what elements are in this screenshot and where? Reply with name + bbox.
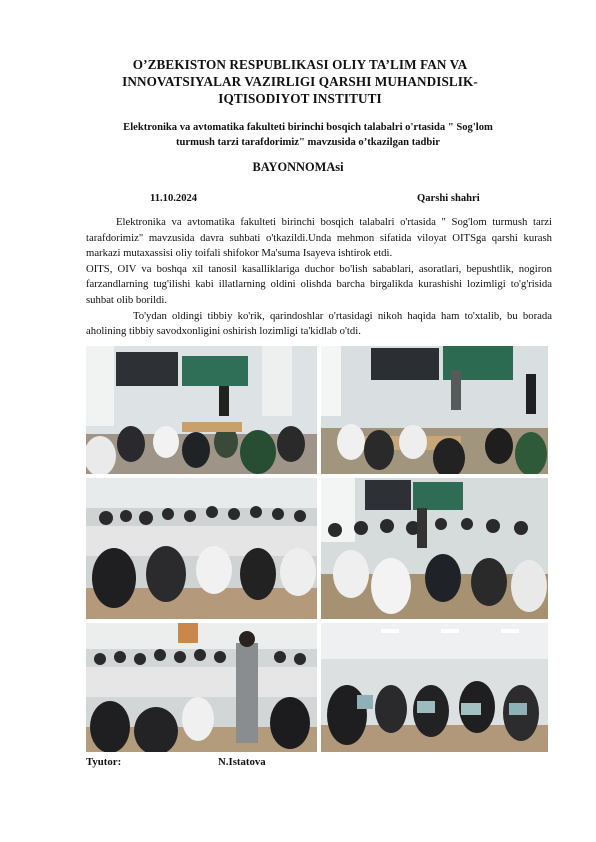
title-line: O’ZBEKISTON RESPUBLIKASI OLIY TA’LIM FAN VA: [132, 57, 468, 72]
body-text: [86, 215, 552, 340]
event-photo-4: [321, 478, 548, 619]
document-type: BAYONNOMAsi: [252, 160, 344, 174]
document-date: 11.10.2024: [150, 193, 198, 204]
body-paragraph: Elektronika va avtomatika fakulteti birinchi bosqich talabalri o'rtasida " Sog'lom turmush tarzi tarafdorimiz" mavzusida davra suhbati o'tkazildi.Unda mehmon sifatida viloyat OITSga qarshi kurash markazi mutaxassisi oliy toifali shifokor Ma'suma Isayeva ishtirok etdi.: [86, 216, 552, 260]
institution-title: [80, 56, 520, 107]
event-photo-3: [86, 478, 317, 619]
tutor-label: Tyutor:: [86, 756, 122, 768]
body-paragraph: OITS, OIV va boshqa xil tanosil kasalliklariga duchor bo'lish sabablari, asoratlari, bepushtlik, nogiron farzandlarning tug'ilishi kabi illatlarning oldini olishda barcha birgalikda kurashishi lozimligi to'g'risida suhbat olib borildi.: [86, 262, 552, 306]
event-photo-5: [86, 623, 317, 752]
subtitle-line: turmush tarzi tarafdorimiz" mavzusida o’tkazilgan tadbir: [176, 137, 440, 148]
event-photo-2: [321, 346, 548, 474]
title-line: INNOVATSIYALAR VAZIRLIGI QARSHI MUHANDISLIK-: [122, 74, 478, 89]
document-city: Qarshi shahri: [417, 193, 480, 204]
tutor-name: N.Istatova: [218, 756, 266, 768]
body-paragraph: To'ydan oldingi tibbiy ko'rik, qarindoshlar o'rtasidagi nikoh haqida ham to'xtalib, bu borada aholining tibbiy savodxonligini oshirish lozimligi ta'kidlab o'tdi.: [86, 309, 552, 338]
subtitle-line: Elektronika va avtomatika fakulteti birinchi bosqich talabalri o'rtasida " Sog'lom: [123, 122, 493, 133]
event-photo-6: [321, 623, 548, 752]
event-photo-1: [86, 346, 317, 474]
event-subtitle: [108, 120, 508, 150]
title-line: IQTISODIYOT INSTITUTI: [218, 91, 382, 106]
